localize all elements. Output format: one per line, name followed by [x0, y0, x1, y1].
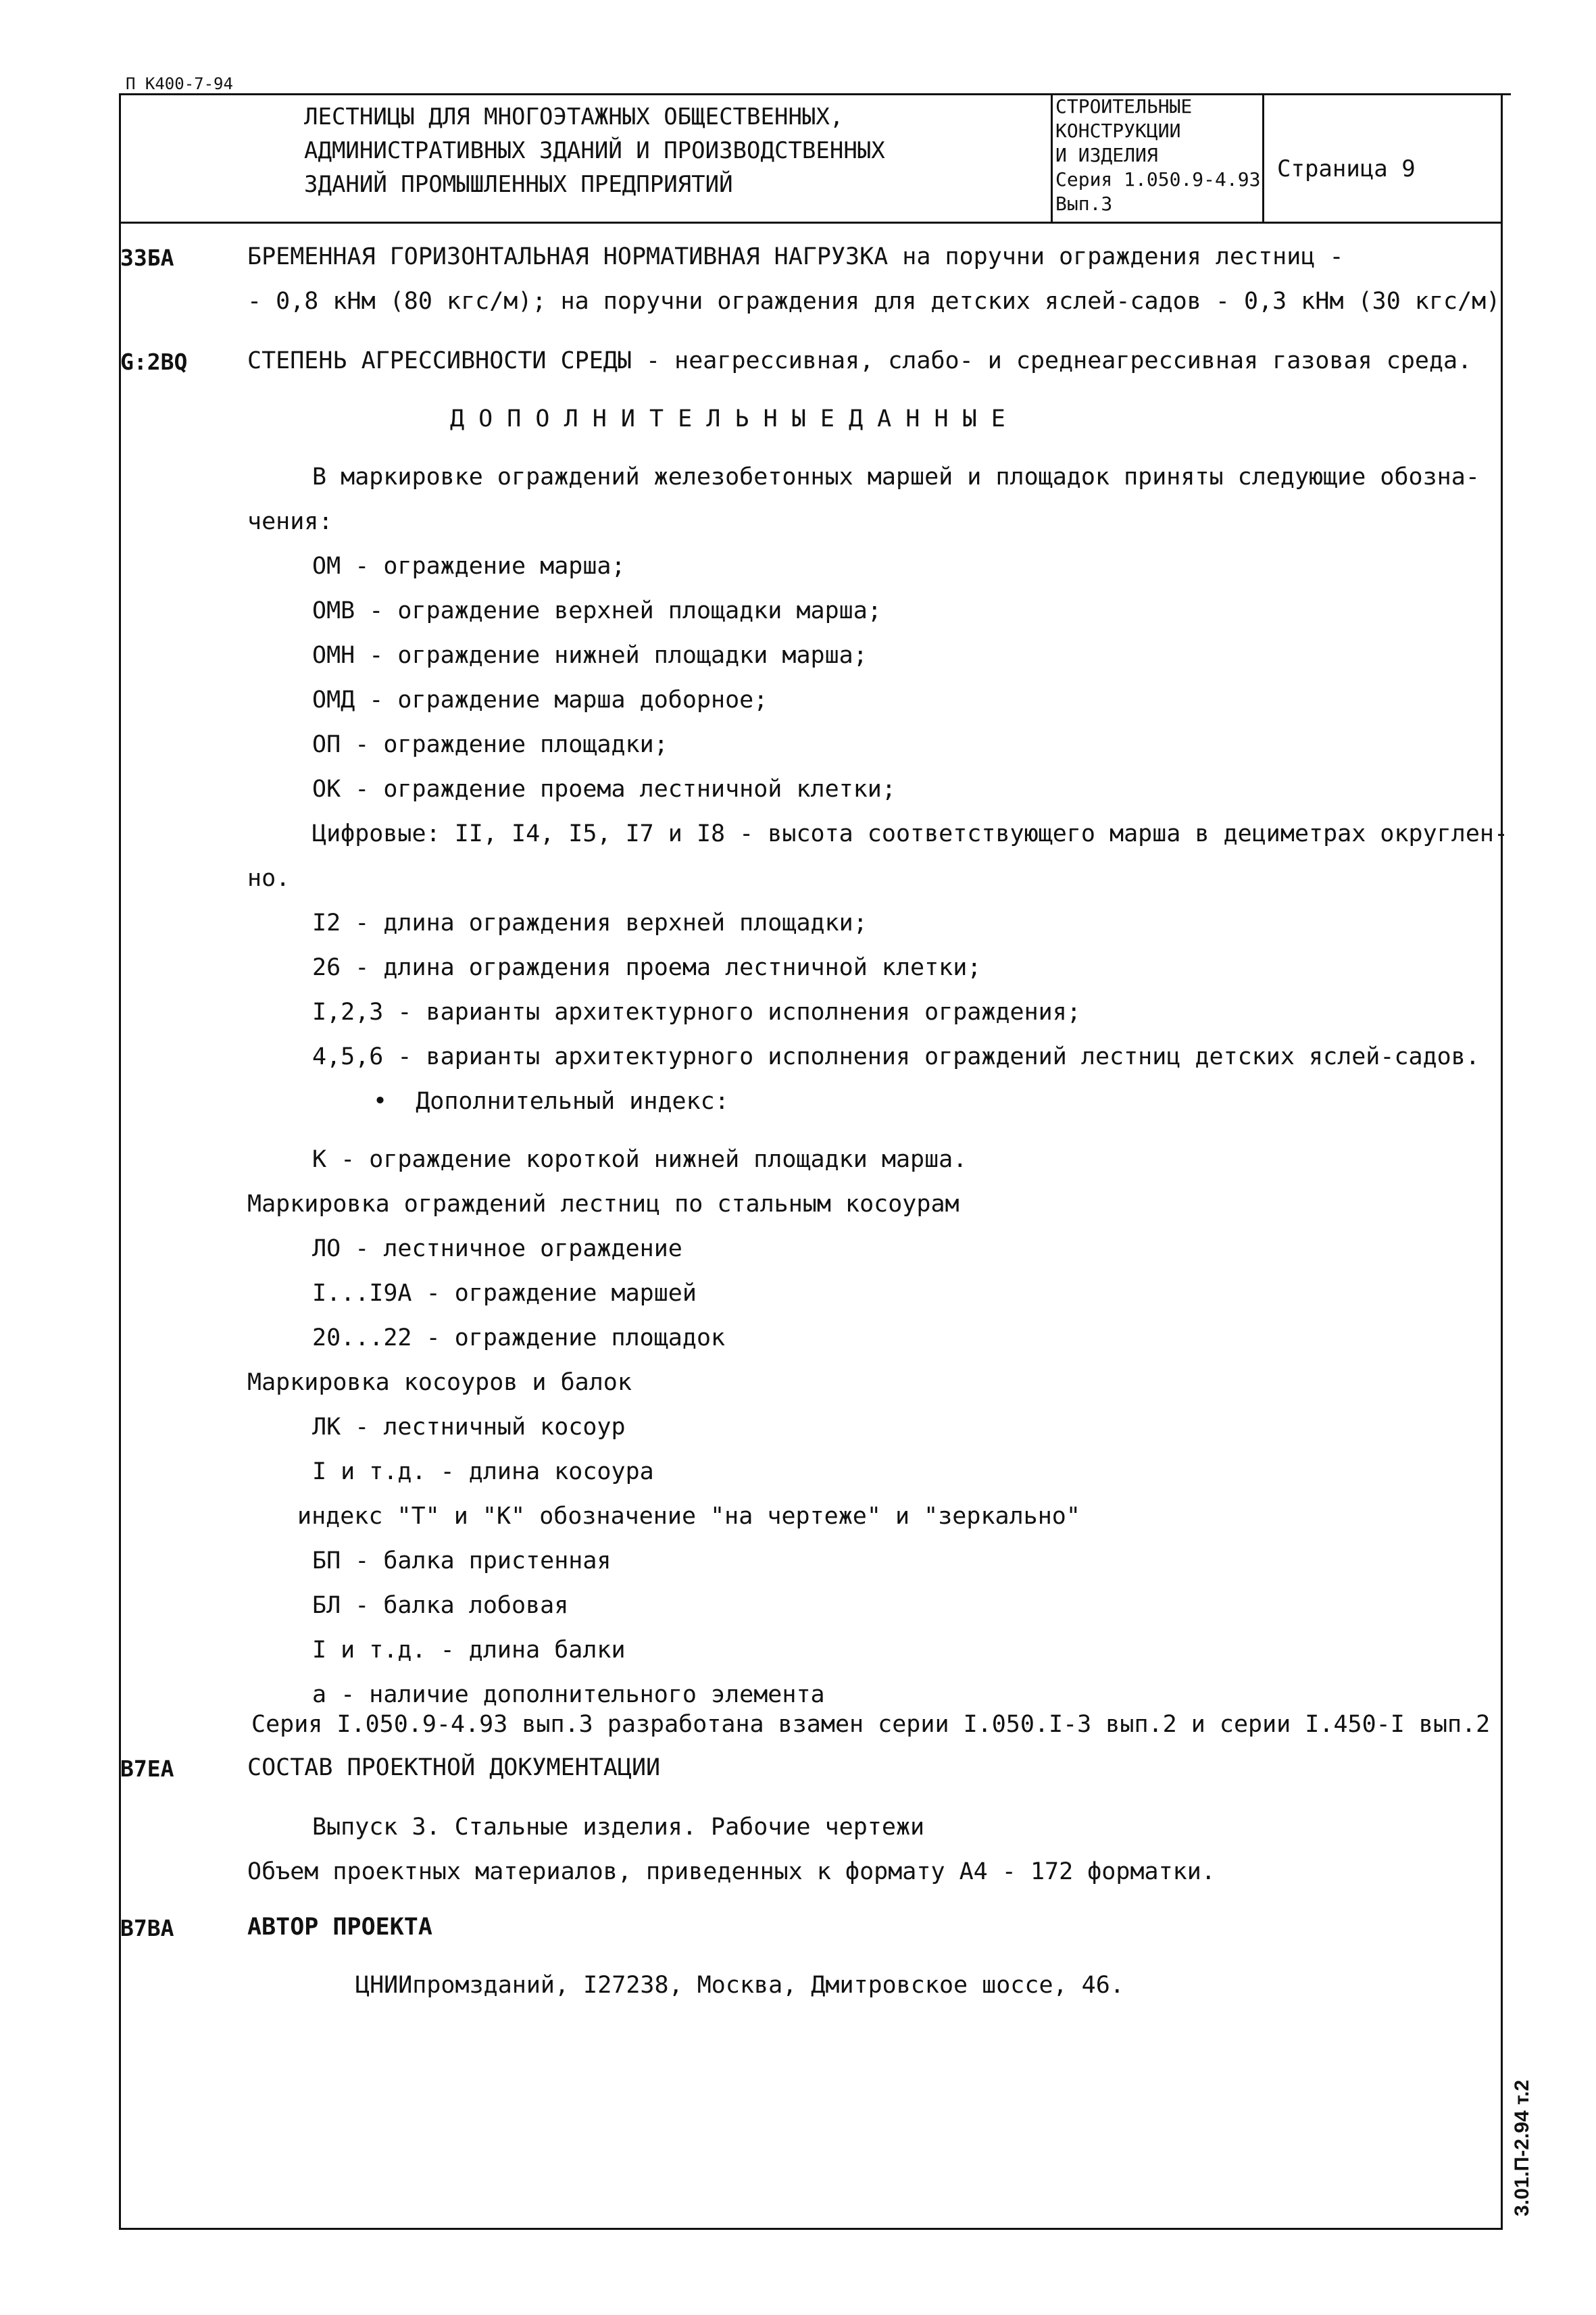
marking-om: ОМ - ограждение марша; [312, 553, 626, 580]
stringer-length: I и т.д. - длина косоура [312, 1458, 654, 1485]
section-code-load: 33БА [120, 245, 174, 271]
marking-flights: I...I9А - ограждение маршей [312, 1280, 697, 1307]
issue-line: Выпуск 3. Стальные изделия. Рабочие чертежи [312, 1814, 925, 1841]
stringers-beams-title: Маркировка косоуров и балок [247, 1369, 632, 1396]
marking-intro-2: чения: [247, 508, 333, 535]
marking-omd: ОМД - ограждение марша доборное; [312, 687, 768, 714]
series-replacement-note: Серия I.050.9-4.93 вып.3 разработана взамен серии I.050.I-3 вып.2 и серии I.450-I вып.2 [251, 1711, 1491, 1738]
marking-lk: ЛК - лестничный косоур [312, 1414, 626, 1441]
marking-k: К - ограждение короткой нижней площадки марша. [312, 1146, 968, 1173]
document-code: П К400-7-94 [126, 74, 233, 93]
load-line-2: - 0,8 кНм (80 кгс/м); на поручни ограждения для детских яслей-садов - 0,3 кНм (30 кгс/м) [247, 288, 1501, 315]
load-line-1: БРЕМЕННАЯ ГОРИЗОНТАЛЬНАЯ НОРМАТИВНАЯ НАГРУЗКА на поручни ограждения лестниц - [247, 243, 1344, 270]
bullet-icon: • [373, 1088, 416, 1115]
index-t-k: индекс "Т" и "К" обозначение "на чертеже" и "зеркально" [297, 1503, 1080, 1530]
additional-index-text: Дополнительный индекс: [416, 1088, 729, 1115]
header-page-number: Страница 9 [1277, 155, 1416, 182]
variants-123: I,2,3 - варианты архитектурного исполнения ограждения; [312, 999, 1081, 1026]
side-document-code: 3.01.П-2.94 т.2 [1511, 2079, 1533, 2216]
section-code-documentation: В7ЕА [120, 1756, 174, 1782]
steel-stringers-title: Маркировка ограждений лестниц по стальным косоурам [247, 1191, 959, 1218]
beam-length: I и т.д. - длина балки [312, 1637, 626, 1664]
marking-landings: 20...22 - ограждение площадок [312, 1324, 726, 1351]
marking-lo: ЛО - лестничное ограждение [312, 1235, 682, 1262]
section-code-aggressiveness: G:2BQ [120, 349, 188, 375]
volume-line: Объем проектных материалов, приведенных к формату А4 - 172 форматки. [247, 1858, 1216, 1885]
marking-bl: БЛ - балка лобовая [312, 1592, 569, 1619]
marking-ok: ОК - ограждение проема лестничной клетки; [312, 776, 896, 803]
header-series-block: СТРОИТЕЛЬНЫЕ КОНСТРУКЦИИ И ИЗДЕЛИЯ Серия 1.050.9-4.93 Вып.3 [1055, 95, 1261, 215]
documentation-title: СОСТАВ ПРОЕКТНОЙ ДОКУМЕНТАЦИИ [247, 1754, 661, 1781]
marking-op: ОП - ограждение площадки; [312, 731, 668, 758]
marking-omn: ОМН - ограждение нижней площадки марша; [312, 642, 868, 669]
header-divider-page [1262, 93, 1264, 222]
marking-bp: БП - балка пристенная [312, 1547, 612, 1574]
header-divider-series [1051, 93, 1053, 222]
author-address: ЦНИИпромзданий, I27238, Москва, Дмитровское шоссе, 46. [355, 1972, 1124, 1999]
length-stairwell-opening: 26 - длина ограждения проема лестничной клетки; [312, 954, 982, 981]
header-divider [119, 222, 1503, 224]
aggressiveness-line: СТЕПЕНЬ АГРЕССИВНОСТИ СРЕДЫ - неагрессивная, слабо- и среднеагрессивная газовая среда. [247, 347, 1472, 374]
extra-data-title: Д О П О Л Н И Т Е Л Ь Н Ы Е Д А Н Н Ы Е [450, 405, 1005, 432]
digits-line-1: Цифровые: II, I4, I5, I7 и I8 - высота соответствующего марша в дециметрах округлен- [312, 820, 1509, 847]
marking-a: а - наличие дополнительного элемента [312, 1681, 825, 1708]
section-code-author: В7ВА [120, 1915, 174, 1941]
length-upper-landing: I2 - длина ограждения верхней площадки; [312, 910, 868, 937]
marking-intro-1: В маркировке ограждений железобетонных маршей и площадок приняты следующие обозна- [312, 464, 1480, 491]
additional-index [373, 1088, 729, 1115]
variants-456: 4,5,6 - варианты архитектурного исполнения ограждений лестниц детских яслей-садов. [312, 1043, 1480, 1070]
header-title: ЛЕСТНИЦЫ ДЛЯ МНОГОЭТАЖНЫХ ОБЩЕСТВЕННЫХ, АДМИНИСТРАТИВНЫХ ЗДАНИЙ И ПРОИЗВОДСТВЕННЫХ ЗДАНИЙ ПРОМЫШЛЕННЫХ ПРЕДПРИЯТИЙ [304, 103, 885, 198]
digits-line-2: но. [247, 865, 291, 892]
marking-omv: ОМВ - ограждение верхней площадки марша; [312, 597, 882, 624]
author-title: АВТОР ПРОЕКТА [247, 1914, 432, 1941]
